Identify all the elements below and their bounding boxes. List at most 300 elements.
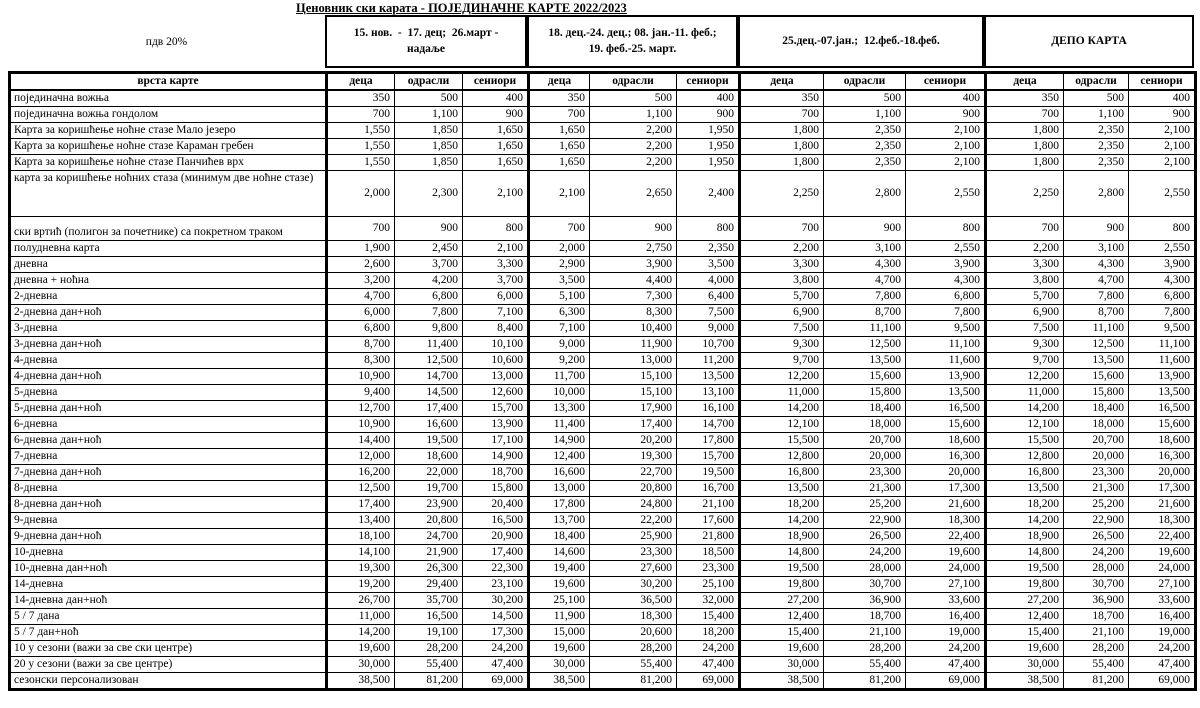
- price-cell: 11,900: [590, 337, 677, 353]
- price-cell: 14,200: [740, 401, 824, 417]
- price-cell: 11,100: [906, 337, 986, 353]
- price-cell: 2,200: [986, 241, 1064, 257]
- price-cell: 350: [327, 90, 395, 107]
- price-cell: 12,400: [986, 609, 1064, 625]
- row-header-label: врста карте: [10, 73, 327, 91]
- price-cell: 2,550: [1129, 171, 1196, 217]
- season-group-line: 19. феб.-25. март.: [588, 42, 677, 55]
- price-cell: 30,000: [327, 657, 395, 673]
- price-cell: 38,500: [986, 673, 1064, 690]
- price-cell: 1,800: [986, 139, 1064, 155]
- price-cell: 2,350: [1064, 123, 1129, 139]
- price-cell: 13,700: [529, 513, 590, 529]
- price-cell: 11,400: [529, 417, 590, 433]
- table-row: [10, 625, 1196, 641]
- price-cell: 14,500: [463, 609, 529, 625]
- price-cell: 20,600: [590, 625, 677, 641]
- price-cell: 5,700: [986, 289, 1064, 305]
- price-cell: 69,000: [1129, 673, 1196, 690]
- price-cell: 3,300: [463, 257, 529, 273]
- price-cell: 27,200: [740, 593, 824, 609]
- price-cell: 21,600: [906, 497, 986, 513]
- price-cell: 13,000: [529, 481, 590, 497]
- price-cell: 1,800: [740, 155, 824, 171]
- price-cell: 2,650: [590, 171, 677, 217]
- price-cell: 3,200: [327, 273, 395, 289]
- price-cell: 7,500: [986, 321, 1064, 337]
- price-cell: 19,500: [395, 433, 463, 449]
- price-cell: 12,100: [740, 417, 824, 433]
- price-cell: 2,250: [740, 171, 824, 217]
- price-cell: 16,100: [677, 401, 740, 417]
- price-cell: 27,600: [590, 561, 677, 577]
- price-cell: 18,400: [1064, 401, 1129, 417]
- row-label: 14-дневна: [10, 577, 327, 593]
- table-row: [10, 465, 1196, 481]
- price-cell: 500: [824, 90, 906, 107]
- row-label: 6-дневна дан+ноћ: [10, 433, 327, 449]
- season-group-header-3: [738, 15, 984, 68]
- row-label: 5 / 7 дана: [10, 609, 327, 625]
- price-cell: 23,100: [463, 577, 529, 593]
- price-cell: 2,250: [986, 171, 1064, 217]
- table-row: [10, 657, 1196, 673]
- price-cell: 18,200: [986, 497, 1064, 513]
- price-cell: 38,500: [529, 673, 590, 690]
- price-cell: 12,500: [327, 481, 395, 497]
- price-cell: 13,500: [824, 353, 906, 369]
- price-cell: 6,800: [395, 289, 463, 305]
- price-cell: 7,500: [740, 321, 824, 337]
- price-cell: 26,500: [824, 529, 906, 545]
- price-cell: 700: [327, 217, 395, 241]
- price-cell: 9,300: [986, 337, 1064, 353]
- price-cell: 30,200: [590, 577, 677, 593]
- price-cell: 500: [590, 90, 677, 107]
- price-cell: 1,650: [463, 139, 529, 155]
- price-cell: 19,700: [395, 481, 463, 497]
- price-cell: 36,900: [1064, 593, 1129, 609]
- price-cell: 14,500: [395, 385, 463, 401]
- price-cell: 900: [1129, 107, 1196, 123]
- price-cell: 55,400: [395, 657, 463, 673]
- price-cell: 13,500: [1129, 385, 1196, 401]
- price-cell: 18,200: [677, 625, 740, 641]
- price-cell: 1,800: [986, 155, 1064, 171]
- price-cell: 19,500: [986, 561, 1064, 577]
- price-cell: 7,800: [906, 305, 986, 321]
- price-cell: 4,200: [395, 273, 463, 289]
- row-label: 20 у сезони (важи за све центре): [10, 657, 327, 673]
- price-cell: 1,100: [1064, 107, 1129, 123]
- price-cell: 500: [395, 90, 463, 107]
- price-cell: 15,600: [1064, 369, 1129, 385]
- price-cell: 12,400: [529, 449, 590, 465]
- price-cell: 2,750: [590, 241, 677, 257]
- table-row: [10, 369, 1196, 385]
- price-cell: 24,700: [395, 529, 463, 545]
- price-cell: 17,300: [463, 625, 529, 641]
- price-cell: 21,100: [824, 625, 906, 641]
- price-cell: 15,600: [906, 417, 986, 433]
- price-cell: 6,000: [327, 305, 395, 321]
- price-cell: 25,100: [677, 577, 740, 593]
- price-cell: 13,900: [463, 417, 529, 433]
- price-cell: 2,000: [327, 171, 395, 217]
- price-cell: 11,400: [395, 337, 463, 353]
- price-cell: 14,800: [740, 545, 824, 561]
- price-cell: 4,400: [590, 273, 677, 289]
- price-cell: 7,500: [677, 305, 740, 321]
- price-cell: 13,500: [677, 369, 740, 385]
- price-cell: 2,400: [677, 171, 740, 217]
- price-cell: 900: [824, 217, 906, 241]
- price-cell: 2,200: [740, 241, 824, 257]
- price-cell: 9,800: [395, 321, 463, 337]
- price-cell: 4,300: [824, 257, 906, 273]
- price-cell: 17,900: [590, 401, 677, 417]
- price-cell: 15,800: [463, 481, 529, 497]
- price-cell: 18,900: [986, 529, 1064, 545]
- price-cell: 1,650: [529, 139, 590, 155]
- price-cell: 22,900: [1064, 513, 1129, 529]
- price-cell: 14,200: [740, 513, 824, 529]
- row-label: 14-дневна дан+ноћ: [10, 593, 327, 609]
- price-cell: 2,350: [1064, 155, 1129, 171]
- price-cell: 81,200: [824, 673, 906, 690]
- price-cell: 20,000: [824, 449, 906, 465]
- price-cell: 19,000: [1129, 625, 1196, 641]
- price-cell: 19,300: [327, 561, 395, 577]
- price-cell: 47,400: [677, 657, 740, 673]
- price-cell: 2,450: [395, 241, 463, 257]
- price-cell: 19,600: [529, 577, 590, 593]
- price-cell: 3,900: [590, 257, 677, 273]
- table-row: [10, 513, 1196, 529]
- price-cell: 800: [906, 217, 986, 241]
- price-cell: 28,200: [590, 641, 677, 657]
- price-cell: 16,300: [1129, 449, 1196, 465]
- price-cell: 2,900: [529, 257, 590, 273]
- row-label: 10-дневна дан+ноћ: [10, 561, 327, 577]
- price-cell: 21,600: [1129, 497, 1196, 513]
- price-cell: 2,100: [906, 155, 986, 171]
- price-cell: 19,600: [986, 641, 1064, 657]
- price-cell: 8,400: [463, 321, 529, 337]
- price-cell: 12,200: [986, 369, 1064, 385]
- price-cell: 16,600: [529, 465, 590, 481]
- price-cell: 18,600: [395, 449, 463, 465]
- price-cell: 22,700: [590, 465, 677, 481]
- price-cell: 16,500: [395, 609, 463, 625]
- price-cell: 2,100: [1129, 123, 1196, 139]
- table-row: [10, 353, 1196, 369]
- price-cell: 12,400: [740, 609, 824, 625]
- price-cell: 8,700: [1064, 305, 1129, 321]
- price-cell: 19,800: [986, 577, 1064, 593]
- price-cell: 21,100: [677, 497, 740, 513]
- column-header: одрасли: [824, 73, 906, 91]
- price-cell: 9,500: [906, 321, 986, 337]
- price-cell: 1,850: [395, 123, 463, 139]
- price-cell: 18,200: [740, 497, 824, 513]
- price-cell: 19,600: [1129, 545, 1196, 561]
- price-cell: 23,300: [677, 561, 740, 577]
- price-cell: 3,800: [740, 273, 824, 289]
- price-cell: 350: [740, 90, 824, 107]
- price-cell: 1,100: [395, 107, 463, 123]
- price-cell: 24,200: [1064, 545, 1129, 561]
- table-row: [10, 90, 1196, 107]
- price-cell: 500: [1064, 90, 1129, 107]
- price-cell: 1,100: [590, 107, 677, 123]
- price-cell: 3,700: [463, 273, 529, 289]
- price-cell: 18,400: [824, 401, 906, 417]
- price-cell: 2,800: [1064, 171, 1129, 217]
- price-cell: 18,700: [463, 465, 529, 481]
- price-cell: 3,300: [986, 257, 1064, 273]
- vat-note: пдв 20%: [145, 36, 188, 48]
- row-label: 5 / 7 дан+ноћ: [10, 625, 327, 641]
- price-cell: 13,300: [529, 401, 590, 417]
- row-label: 9-дневна: [10, 513, 327, 529]
- price-cell: 5,700: [740, 289, 824, 305]
- price-cell: 26,700: [327, 593, 395, 609]
- column-header-row: [10, 73, 1196, 91]
- price-cell: 15,500: [740, 433, 824, 449]
- table-row: [10, 139, 1196, 155]
- price-cell: 32,000: [677, 593, 740, 609]
- price-cell: 9,000: [677, 321, 740, 337]
- price-cell: 16,400: [1129, 609, 1196, 625]
- price-cell: 2,200: [590, 139, 677, 155]
- price-cell: 800: [1129, 217, 1196, 241]
- price-cell: 4,700: [1064, 273, 1129, 289]
- price-cell: 47,400: [1129, 657, 1196, 673]
- price-cell: 800: [677, 217, 740, 241]
- table-row: [10, 123, 1196, 139]
- row-label: сезонски персонализован: [10, 673, 327, 690]
- table-row: [10, 545, 1196, 561]
- table-row: [10, 321, 1196, 337]
- price-cell: 8,300: [590, 305, 677, 321]
- price-cell: 1,950: [677, 139, 740, 155]
- price-cell: 16,700: [677, 481, 740, 497]
- table-row: [10, 497, 1196, 513]
- table-row: [10, 449, 1196, 465]
- table-row: [10, 593, 1196, 609]
- table-row: [10, 561, 1196, 577]
- price-cell: 13,000: [463, 369, 529, 385]
- price-cell: 2,800: [824, 171, 906, 217]
- price-cell: 16,600: [395, 417, 463, 433]
- price-cell: 55,400: [1064, 657, 1129, 673]
- price-cell: 9,300: [740, 337, 824, 353]
- price-cell: 2,100: [529, 171, 590, 217]
- table-row: [10, 155, 1196, 171]
- price-cell: 2,550: [906, 241, 986, 257]
- price-cell: 14,700: [395, 369, 463, 385]
- price-cell: 3,100: [1064, 241, 1129, 257]
- price-cell: 9,200: [529, 353, 590, 369]
- price-cell: 9,700: [986, 353, 1064, 369]
- price-cell: 38,500: [327, 673, 395, 690]
- price-cell: 16,800: [740, 465, 824, 481]
- price-cell: 18,600: [906, 433, 986, 449]
- price-cell: 19,100: [395, 625, 463, 641]
- price-cell: 21,900: [395, 545, 463, 561]
- price-cell: 13,100: [677, 385, 740, 401]
- price-cell: 2,100: [1129, 155, 1196, 171]
- price-cell: 13,400: [327, 513, 395, 529]
- page-title: Ценовник ски карата - ПОЈЕДИНАЧНЕ КАРТЕ 2022/2023: [296, 1, 627, 15]
- price-cell: 21,300: [1064, 481, 1129, 497]
- price-cell: 38,500: [740, 673, 824, 690]
- price-cell: 2,100: [1129, 139, 1196, 155]
- price-cell: 24,200: [906, 641, 986, 657]
- price-cell: 28,000: [824, 561, 906, 577]
- price-cell: 19,600: [906, 545, 986, 561]
- price-cell: 7,800: [1129, 305, 1196, 321]
- price-cell: 11,600: [1129, 353, 1196, 369]
- price-cell: 36,900: [824, 593, 906, 609]
- price-cell: 3,500: [677, 257, 740, 273]
- price-cell: 13,500: [740, 481, 824, 497]
- price-cell: 2,350: [677, 241, 740, 257]
- price-cell: 2,200: [590, 123, 677, 139]
- price-cell: 2,350: [824, 139, 906, 155]
- row-label: појединачна вожња: [10, 90, 327, 107]
- price-cell: 2,100: [463, 171, 529, 217]
- price-cell: 18,300: [1129, 513, 1196, 529]
- price-cell: 29,400: [395, 577, 463, 593]
- column-header: одрасли: [590, 73, 677, 91]
- price-cell: 4,300: [1064, 257, 1129, 273]
- price-cell: 24,200: [463, 641, 529, 657]
- price-cell: 30,700: [824, 577, 906, 593]
- price-cell: 900: [677, 107, 740, 123]
- price-cell: 7,300: [590, 289, 677, 305]
- price-cell: 13,000: [590, 353, 677, 369]
- price-cell: 2,350: [1064, 139, 1129, 155]
- price-cell: 7,800: [1064, 289, 1129, 305]
- price-cell: 23,300: [824, 465, 906, 481]
- price-cell: 33,600: [1129, 593, 1196, 609]
- price-cell: 18,100: [327, 529, 395, 545]
- row-label: полудневна карта: [10, 241, 327, 257]
- price-cell: 19,300: [590, 449, 677, 465]
- price-cell: 700: [740, 217, 824, 241]
- price-cell: 28,000: [1064, 561, 1129, 577]
- price-cell: 9,700: [740, 353, 824, 369]
- row-label: 10 у сезони (важи за све ски центре): [10, 641, 327, 657]
- price-cell: 2,350: [824, 155, 906, 171]
- price-cell: 18,400: [529, 529, 590, 545]
- price-cell: 1,100: [824, 107, 906, 123]
- price-cell: 20,900: [463, 529, 529, 545]
- price-cell: 12,200: [740, 369, 824, 385]
- price-cell: 18,500: [677, 545, 740, 561]
- price-cell: 3,900: [906, 257, 986, 273]
- price-cell: 4,300: [906, 273, 986, 289]
- price-cell: 20,000: [1064, 449, 1129, 465]
- price-cell: 30,000: [529, 657, 590, 673]
- price-cell: 14,200: [327, 625, 395, 641]
- price-cell: 69,000: [463, 673, 529, 690]
- price-cell: 15,100: [590, 369, 677, 385]
- price-cell: 4,700: [327, 289, 395, 305]
- row-label: 8-дневна дан+ноћ: [10, 497, 327, 513]
- price-cell: 14,200: [986, 513, 1064, 529]
- price-cell: 30,000: [740, 657, 824, 673]
- price-cell: 10,600: [463, 353, 529, 369]
- price-cell: 1,800: [986, 123, 1064, 139]
- price-table-body: [10, 90, 1196, 690]
- table-row: [10, 273, 1196, 289]
- price-cell: 13,900: [906, 369, 986, 385]
- price-cell: 16,500: [906, 401, 986, 417]
- price-cell: 22,400: [1129, 529, 1196, 545]
- price-cell: 2,300: [395, 171, 463, 217]
- price-cell: 700: [529, 107, 590, 123]
- price-cell: 15,500: [986, 433, 1064, 449]
- column-header: деца: [986, 73, 1064, 91]
- table-row: [10, 481, 1196, 497]
- price-cell: 6,000: [463, 289, 529, 305]
- price-cell: 16,400: [906, 609, 986, 625]
- price-cell: 10,000: [529, 385, 590, 401]
- price-cell: 2,100: [906, 139, 986, 155]
- price-table: [8, 71, 1197, 691]
- price-cell: 1,650: [529, 155, 590, 171]
- table-row: [10, 577, 1196, 593]
- price-cell: 350: [529, 90, 590, 107]
- row-label: 4-дневна дан+ноћ: [10, 369, 327, 385]
- price-cell: 16,500: [463, 513, 529, 529]
- price-cell: 17,800: [677, 433, 740, 449]
- row-label: Карта за коришћење ноћне стазе Караман гребен: [10, 139, 327, 155]
- price-cell: 17,600: [677, 513, 740, 529]
- price-cell: 12,700: [327, 401, 395, 417]
- table-row: [10, 417, 1196, 433]
- price-cell: 3,500: [529, 273, 590, 289]
- price-cell: 400: [906, 90, 986, 107]
- season-group-header-2: [527, 15, 738, 68]
- price-cell: 19,000: [906, 625, 986, 641]
- column-header: сениори: [906, 73, 986, 91]
- row-label: Карта за коришћење ноћне стазе Мало језеро: [10, 123, 327, 139]
- price-cell: 13,500: [986, 481, 1064, 497]
- price-cell: 8,300: [327, 353, 395, 369]
- season-group-line: ДЕПО КАРТА: [1051, 34, 1127, 47]
- price-cell: 14,700: [677, 417, 740, 433]
- price-cell: 700: [986, 107, 1064, 123]
- price-cell: 700: [986, 217, 1064, 241]
- price-cell: 1,850: [395, 155, 463, 171]
- price-cell: 15,700: [463, 401, 529, 417]
- price-cell: 15,600: [824, 369, 906, 385]
- price-cell: 400: [1129, 90, 1196, 107]
- price-cell: 15,800: [1064, 385, 1129, 401]
- price-cell: 2,000: [529, 241, 590, 257]
- price-cell: 30,200: [463, 593, 529, 609]
- price-cell: 9,500: [1129, 321, 1196, 337]
- price-cell: 11,200: [677, 353, 740, 369]
- row-label: 10-дневна: [10, 545, 327, 561]
- price-cell: 22,300: [463, 561, 529, 577]
- row-label: појединачна вожња гондолом: [10, 107, 327, 123]
- price-cell: 1,650: [463, 123, 529, 139]
